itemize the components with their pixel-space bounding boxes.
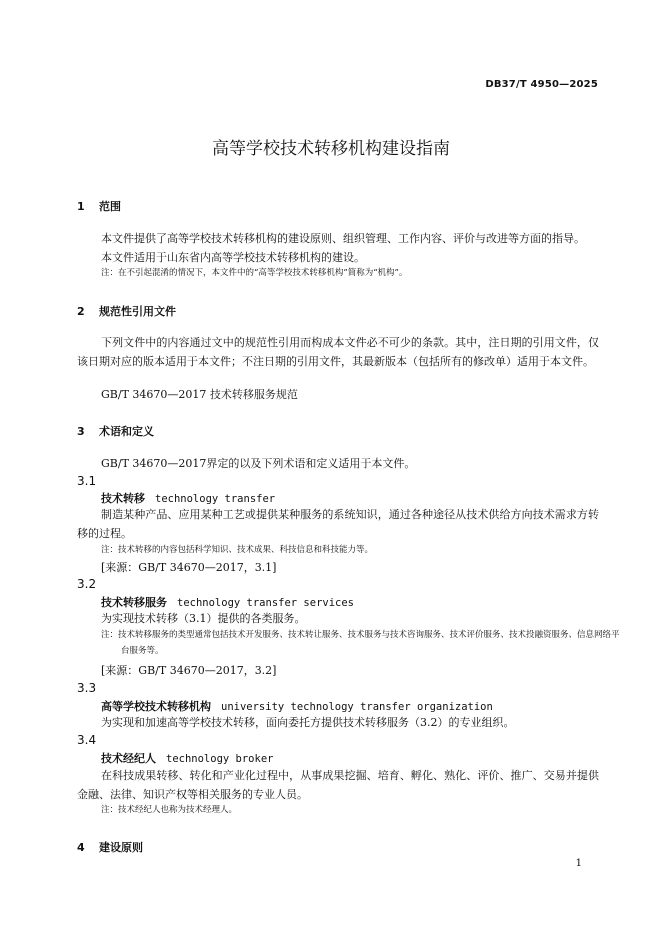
term-english: technology transfer services	[177, 597, 355, 609]
section-1-heading	[77, 198, 121, 214]
term-definition: 为实现和加速高等学校技术转移，面向委托方提供技术转移服务（3.2）的专业组织。	[101, 716, 515, 729]
section-4-heading	[77, 839, 143, 855]
term-english: technology transfer	[155, 493, 276, 505]
section-number: 4	[77, 841, 85, 854]
document-id: DB37/T 4950—2025	[485, 79, 598, 90]
term-chinese: 技术经纪人	[101, 752, 156, 765]
normative-references-paragraph: 下列文件中的内容通过文中的规范性引用而构成本文件必不可少的条款。其中，注日期的引用文件，仅该日期对应的版本适用于本文件；不注日期的引用文件，其最新版本（包括所有的修改单）适用于本文件。	[77, 336, 599, 368]
section-title: 术语和定义	[99, 425, 154, 438]
term-note: 注：技术转移服务的类型通常包括技术开发服务、技术转让服务、技术服务与技术咨询服务、技术评价服务、技术投融资服务、信息网络平台服务等。	[101, 630, 620, 656]
terms-intro: GB/T 34670—2017界定的以及下列术语和定义适用于本文件。	[101, 457, 416, 470]
section-title: 规范性引用文件	[99, 305, 176, 318]
scope-paragraph-1: 本文件提供了高等学校技术转移机构的建设原则、组织管理、工作内容、评价与改进等方面的指导。	[101, 232, 585, 245]
clause-number: 3.3	[77, 681, 97, 695]
section-3-heading	[77, 423, 154, 439]
term-source: [来源：GB/T 34670—2017，3.1]	[101, 561, 277, 574]
scope-note: 注：在不引起混淆的情况下，本文件中的“高等学校技术转移机构”简称为“机构”。	[101, 268, 408, 278]
term-note: 注：技术转移的内容包括科学知识、技术成果、科技信息和科技能力等。	[101, 545, 374, 555]
term-chinese: 技术转移服务	[101, 596, 167, 609]
term-chinese: 高等学校技术转移机构	[101, 700, 211, 713]
section-title: 范围	[99, 200, 121, 213]
term-entry	[101, 594, 354, 610]
term-entry	[101, 490, 275, 506]
clause-number: 3.4	[77, 733, 97, 747]
section-number: 1	[77, 200, 85, 213]
document-title: 高等学校技术转移机构建设指南	[212, 139, 450, 159]
section-number: 3	[77, 425, 85, 438]
term-english: technology broker	[166, 753, 274, 765]
term-chinese: 技术转移	[101, 492, 145, 505]
section-title: 建设原则	[99, 841, 143, 854]
term-entry	[101, 698, 493, 714]
term-english: university technology transfer organization	[221, 701, 493, 713]
section-2-heading	[77, 303, 176, 319]
page-number: 1	[575, 858, 582, 869]
clause-number: 3.1	[77, 474, 97, 488]
term-definition: 在科技成果转移、转化和产业化过程中，从事成果挖掘、培育、孵化、熟化、评价、推广、交易并提供金融、法律、知识产权等相关服务的专业人员。	[77, 769, 599, 801]
term-source: [来源：GB/T 34670—2017，3.2]	[101, 664, 277, 677]
term-note: 注：技术经纪人也称为技术经理人。	[101, 805, 238, 815]
clause-number: 3.2	[77, 577, 97, 591]
term-entry	[101, 750, 273, 766]
normative-reference-item: GB/T 34670—2017 技术转移服务规范	[101, 388, 298, 401]
scope-paragraph-2: 本文件适用于山东省内高等学校技术转移机构的建设。	[101, 251, 365, 264]
term-definition: 制造某种产品、应用某种工艺或提供某种服务的系统知识，通过各种途径从技术供给方向技术需求方转移的过程。	[77, 508, 599, 540]
section-number: 2	[77, 305, 85, 318]
term-definition: 为实现技术转移（3.1）提供的各类服务。	[101, 612, 306, 625]
